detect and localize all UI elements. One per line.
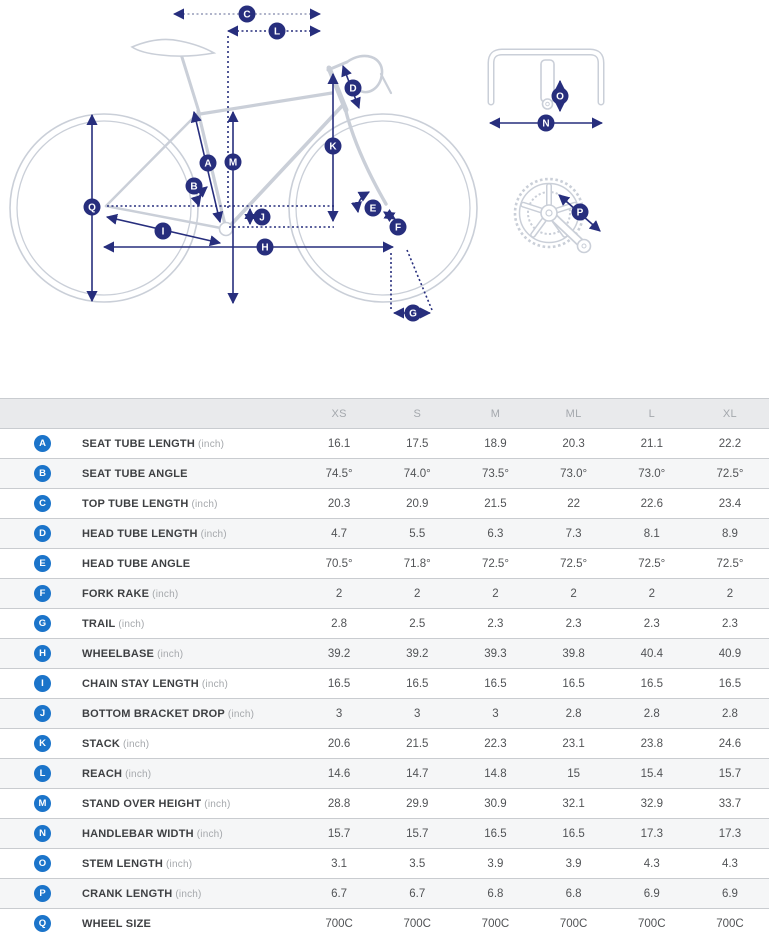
cell-value: 2 (648, 587, 655, 600)
brake-lever (381, 74, 391, 93)
diagram-badge-c (239, 6, 256, 23)
row-label: HEAD TUBE LENGTH (inch) (82, 527, 227, 540)
diagram-badge-q (84, 199, 101, 216)
svg-text:M: M (228, 157, 238, 169)
diagram-badge-m (225, 154, 242, 171)
cell-value: 16.5 (484, 677, 507, 690)
row-badge-f: F (34, 585, 51, 602)
row-unit: (inch) (120, 738, 150, 750)
size-column-header: XL (722, 407, 737, 420)
cell-value: 2.5 (409, 617, 426, 630)
cell-value: 6.3 (487, 527, 504, 540)
svg-text:O: O (556, 91, 564, 103)
cell-value: 700C (559, 917, 588, 930)
cell-value: 32.9 (640, 797, 663, 810)
top-tube (200, 93, 332, 114)
svg-text:F: F (394, 222, 402, 234)
row-badge-h: H (34, 645, 51, 662)
cell-value: 2 (726, 587, 734, 600)
cell-value: 29.9 (406, 797, 429, 810)
cell-value: 72.5° (481, 557, 509, 570)
cell-value: 2.8 (565, 707, 582, 720)
row-unit: (inch) (172, 888, 202, 900)
cell-value: 73.0° (638, 467, 666, 480)
row-label: FORK RAKE (inch) (82, 587, 179, 600)
size-column-header: L (648, 407, 655, 420)
table-row-i (0, 668, 769, 698)
cell-value: 15.7 (327, 827, 351, 840)
row-label: SEAT TUBE ANGLE (82, 467, 188, 480)
row-badge-n: N (34, 825, 51, 842)
cell-value: 15 (567, 767, 580, 780)
cell-value: 39.2 (406, 647, 429, 660)
table-row-n (0, 818, 769, 848)
cell-value: 700C (716, 917, 744, 930)
table-row-g (0, 608, 769, 638)
table-row-q (0, 908, 769, 938)
size-column-header: S (413, 407, 422, 420)
cell-value: 16.5 (406, 677, 429, 690)
cell-value: 72.5° (716, 467, 744, 480)
cell-value: 39.8 (562, 647, 585, 660)
pedal-boss (578, 240, 591, 253)
table-row-j (0, 698, 769, 728)
svg-text:B: B (190, 181, 198, 193)
row-unit: (inch) (224, 708, 255, 720)
bottom-bracket (220, 223, 233, 236)
stem-clamp-bolt (543, 99, 553, 109)
cell-value: 3.9 (487, 857, 504, 870)
row-label: STAND OVER HEIGHT (inch) (82, 797, 231, 810)
cell-value: 5.5 (409, 527, 426, 540)
cell-value: 4.3 (721, 857, 738, 870)
cell-value: 23.8 (640, 737, 663, 750)
row-badge-b: B (34, 465, 51, 482)
cell-value: 6.9 (721, 887, 738, 900)
cell-value: 20.3 (562, 437, 585, 450)
table-row-c (0, 488, 769, 518)
svg-text:Q: Q (88, 202, 96, 214)
cell-value: 15.4 (640, 767, 663, 780)
svg-text:H: H (261, 242, 269, 254)
cell-value: 40.9 (718, 647, 742, 660)
row-label: WHEELBASE (inch) (82, 647, 184, 660)
cell-value: 4.3 (643, 857, 660, 870)
row-badge-p: P (34, 885, 51, 902)
svg-text:K: K (329, 141, 337, 153)
cell-value: 24.6 (718, 737, 742, 750)
diagram-badge-e (365, 200, 382, 217)
svg-text:G: G (409, 308, 417, 320)
row-unit: (inch) (195, 438, 225, 450)
table-row-a (0, 428, 769, 458)
svg-text:A: A (204, 158, 212, 170)
table-row-m (0, 788, 769, 818)
cell-value: 700C (403, 917, 431, 930)
cell-value: 39.2 (327, 647, 351, 660)
cell-value: 21.5 (484, 497, 507, 510)
diagram-badge-l (269, 23, 286, 40)
cell-value: 3 (492, 707, 499, 720)
bike-geometry-diagram (0, 0, 769, 398)
geometry-table-body (0, 428, 769, 938)
cell-value: 16.5 (562, 677, 585, 690)
cell-value: 22.3 (484, 737, 507, 750)
measurement-lines (92, 14, 602, 313)
cell-value: 700C (638, 917, 666, 930)
row-label: HANDLEBAR WIDTH (inch) (82, 827, 223, 840)
row-label: REACH (inch) (82, 767, 152, 780)
row-unit: (inch) (154, 648, 184, 660)
cell-value: 30.9 (484, 797, 507, 810)
cell-value: 6.9 (643, 887, 660, 900)
cell-value: 2 (492, 587, 499, 600)
cell-value: 18.9 (484, 437, 507, 450)
cell-value: 17.3 (718, 827, 742, 840)
svg-text:E: E (369, 203, 377, 215)
cell-value: 20.9 (406, 497, 429, 510)
cell-value: 17.5 (406, 437, 429, 450)
cell-value: 17.3 (640, 827, 663, 840)
diagram-badge-g (405, 305, 422, 322)
cell-value: 73.5° (481, 467, 509, 480)
diagram-badge-k (325, 138, 342, 155)
cell-value: 3 (335, 707, 343, 720)
cell-value: 6.7 (409, 887, 426, 900)
row-badge-a: A (34, 435, 51, 452)
diagram-badge-j (254, 209, 271, 226)
cell-value: 6.7 (331, 887, 348, 900)
size-column-header: ML (565, 407, 582, 420)
size-column-header: XS (331, 407, 347, 420)
table-row-e (0, 548, 769, 578)
bike-outline (10, 39, 477, 302)
cell-value: 28.8 (327, 797, 351, 810)
handlebar-front-view (491, 52, 601, 109)
table-row-k (0, 728, 769, 758)
table-row-h (0, 638, 769, 668)
cell-value: 23.1 (562, 737, 585, 750)
cell-value: 8.1 (643, 527, 660, 540)
row-badge-o: O (34, 855, 51, 872)
diagram-badge-a (200, 155, 217, 172)
row-unit: (inch) (193, 828, 223, 840)
cell-value: 6.8 (565, 887, 582, 900)
row-unit: (inch) (149, 588, 179, 600)
diagram-badge-o (552, 88, 569, 105)
row-badge-k: K (34, 735, 51, 752)
table-row-o (0, 848, 769, 878)
size-column-header: M (490, 407, 501, 420)
cell-value: 70.5° (325, 557, 353, 570)
row-label: SEAT TUBE LENGTH (inch) (82, 437, 225, 450)
front-wheel (289, 114, 477, 302)
seatpost (181, 54, 199, 112)
cell-value: 14.8 (484, 767, 507, 780)
cell-value: 2.8 (331, 617, 348, 630)
diagram-badge-f (390, 219, 407, 236)
cell-value: 22.6 (640, 497, 663, 510)
cell-value: 3.5 (409, 857, 426, 870)
cell-value: 33.7 (718, 797, 742, 810)
row-label: WHEEL SIZE (82, 917, 152, 930)
row-badge-i: I (34, 675, 51, 692)
cell-value: 73.0° (560, 467, 588, 480)
cell-value: 7.3 (565, 527, 582, 540)
row-unit: (inch) (122, 768, 152, 780)
measure-line-f (384, 212, 395, 219)
cell-value: 16.5 (562, 827, 585, 840)
row-label: CRANK LENGTH (inch) (82, 887, 202, 900)
row-unit: (inch) (201, 798, 231, 810)
diagram-badge-b (186, 178, 203, 195)
svg-text:L: L (273, 26, 281, 38)
diagram-badge-n (538, 115, 555, 132)
row-badge-m: M (34, 795, 51, 812)
cell-value: 2.8 (721, 707, 738, 720)
table-row-d (0, 518, 769, 548)
table-row-l (0, 758, 769, 788)
svg-text:J: J (259, 212, 265, 224)
cell-value: 20.6 (327, 737, 351, 750)
diagram-badge-d (345, 80, 362, 97)
row-badge-l: L (34, 765, 51, 782)
cell-value: 20.3 (327, 497, 351, 510)
cell-value: 22 (567, 497, 580, 510)
cell-value: 2.3 (487, 617, 504, 630)
cell-value: 16.5 (640, 677, 663, 690)
table-header-row (0, 398, 769, 428)
saddle (132, 39, 214, 56)
svg-text:I: I (161, 226, 165, 238)
cell-value: 72.5° (638, 557, 666, 570)
cell-value: 72.5° (716, 557, 744, 570)
row-unit: (inch) (115, 618, 145, 630)
diagram-badge-i (155, 223, 172, 240)
svg-text:N: N (542, 118, 550, 130)
cell-value: 2.3 (721, 617, 738, 630)
cell-value: 22.2 (718, 437, 742, 450)
row-badge-j: J (34, 705, 51, 722)
cell-value: 700C (325, 917, 353, 930)
cell-value: 8.9 (721, 527, 738, 540)
cell-value: 4.7 (331, 527, 348, 540)
row-unit: (inch) (163, 858, 193, 870)
row-label: BOTTOM BRACKET DROP (inch) (82, 707, 255, 720)
geometry-diagram-svg (0, 0, 769, 398)
cell-value: 15.7 (406, 827, 429, 840)
cell-value: 15.7 (718, 767, 742, 780)
cell-value: 3 (414, 707, 421, 720)
cell-value: 700C (481, 917, 510, 930)
cell-value: 74.5° (325, 467, 353, 480)
table-row-f (0, 578, 769, 608)
cell-value: 32.1 (562, 797, 585, 810)
cell-value: 16.5 (327, 677, 351, 690)
diagram-badge-p (572, 204, 589, 221)
row-badge-d: D (34, 525, 51, 542)
cell-value: 71.8° (403, 557, 431, 570)
down-tube (227, 106, 342, 229)
svg-text:C: C (243, 9, 251, 21)
row-label: STACK (inch) (82, 737, 150, 750)
svg-text:D: D (349, 83, 357, 95)
svg-text:P: P (576, 207, 584, 219)
row-badge-q: Q (34, 915, 51, 932)
cell-value: 40.4 (640, 647, 663, 660)
cell-value: 2.3 (643, 617, 660, 630)
table-row-b (0, 458, 769, 488)
row-unit: (inch) (198, 678, 229, 690)
row-label: HEAD TUBE ANGLE (82, 557, 191, 570)
cell-value: 2 (335, 587, 343, 600)
cell-value: 3.9 (565, 857, 582, 870)
head-tube (329, 68, 346, 110)
front-wheel-rim (296, 121, 470, 295)
row-badge-c: C (34, 495, 51, 512)
cell-value: 16.5 (484, 827, 507, 840)
cell-value: 6.8 (487, 887, 504, 900)
row-badge-e: E (34, 555, 51, 572)
cell-value: 16.5 (718, 677, 742, 690)
cell-value: 72.5° (560, 557, 588, 570)
cell-value: 74.0° (403, 467, 431, 480)
row-label: TOP TUBE LENGTH (inch) (82, 497, 218, 510)
row-unit: (inch) (188, 498, 218, 510)
table-row-p (0, 878, 769, 908)
row-label: TRAIL (inch) (82, 617, 145, 630)
cell-value: 2.3 (565, 617, 582, 630)
cell-value: 21.1 (640, 437, 663, 450)
row-label: STEM LENGTH (inch) (82, 857, 193, 870)
cell-value: 2 (570, 587, 577, 600)
row-label: CHAIN STAY LENGTH (inch) (82, 677, 229, 690)
cell-value: 21.5 (406, 737, 429, 750)
cell-value: 2.8 (643, 707, 660, 720)
cell-value: 16.1 (327, 437, 351, 450)
cell-value: 14.7 (406, 767, 429, 780)
cell-value: 14.6 (327, 767, 351, 780)
steering-axis-line (407, 250, 432, 310)
geometry-table (0, 398, 769, 938)
cell-value: 39.3 (484, 647, 507, 660)
cell-value: 23.4 (718, 497, 742, 510)
cell-value: 2 (414, 587, 421, 600)
cell-value: 3.1 (331, 857, 348, 870)
diagram-badge-h (257, 239, 274, 256)
row-unit: (inch) (197, 528, 227, 540)
row-badge-g: G (34, 615, 51, 632)
